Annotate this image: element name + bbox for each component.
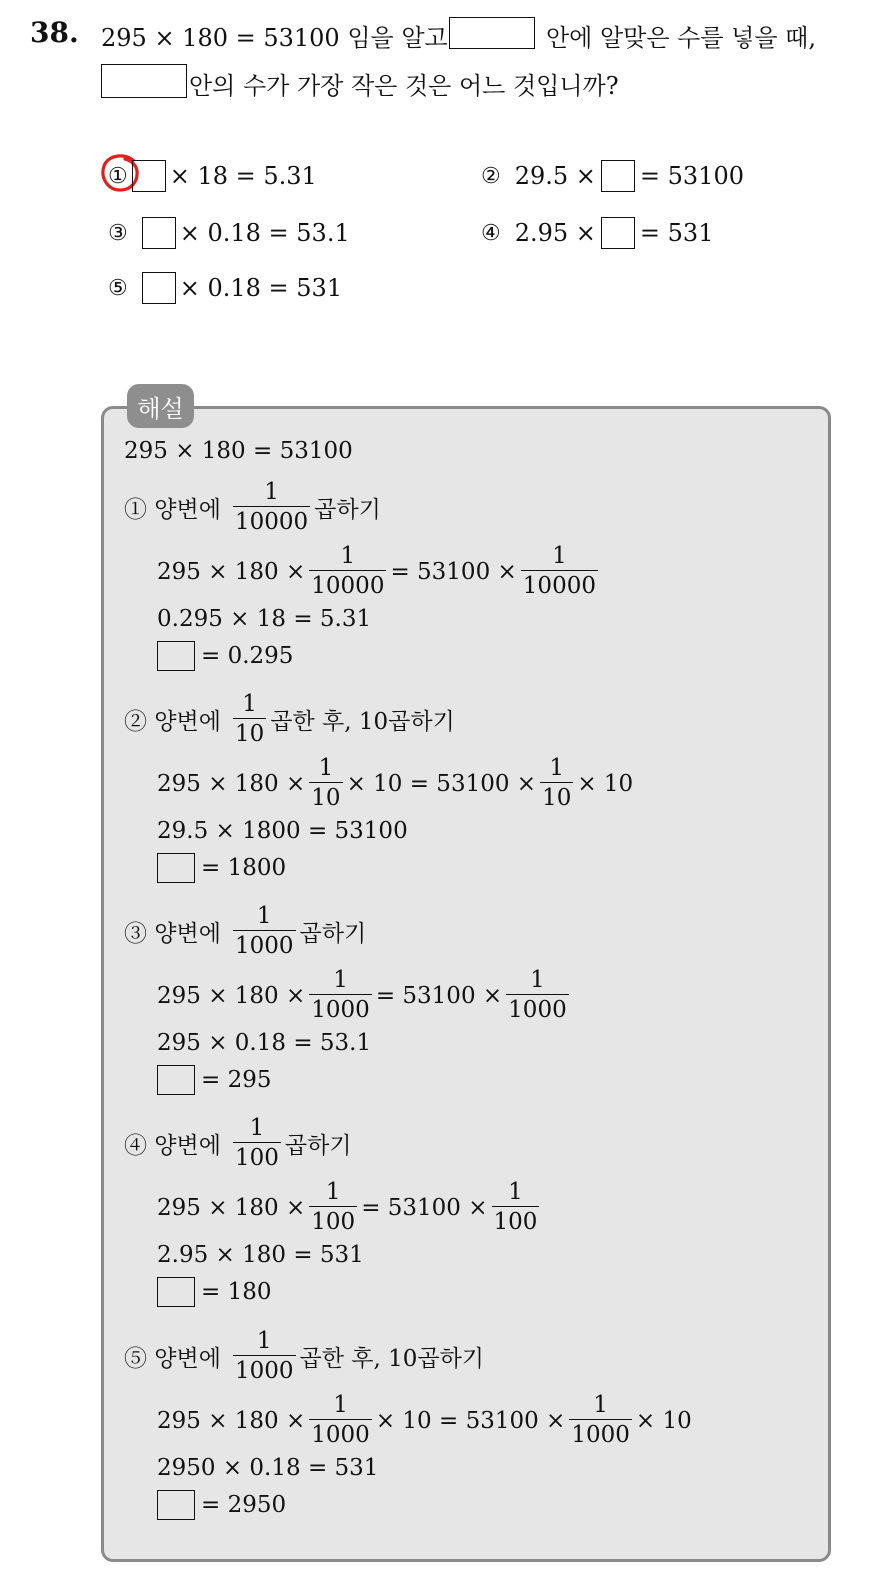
equation-fraction-right-numerator: 1 (549, 755, 565, 781)
step-3-result (157, 1030, 371, 1056)
equation-fraction-left-denominator: 10 (309, 782, 342, 813)
step-heading-prefix: ⑤ 양변에 (124, 1346, 221, 1372)
equation-fraction-right-denominator: 10000 (521, 570, 598, 601)
result-equation: 2950 × 0.18 = 531 (157, 1455, 379, 1481)
step-1-answer (157, 641, 293, 671)
equation-left: 295 × 180 × (157, 558, 306, 585)
step-5-answer (157, 1490, 286, 1520)
choice-5-number: ⑤ (108, 275, 128, 301)
step-heading-fraction-numerator: 1 (256, 903, 272, 929)
equation-fraction-left-denominator: 10000 (309, 570, 386, 601)
answer-blank-box-2 (101, 64, 187, 98)
step-heading-fraction-denominator: 1000 (233, 1355, 296, 1386)
answer-box (157, 1490, 195, 1520)
equation-fraction-right-numerator: 1 (593, 1392, 608, 1418)
equation-fraction-left (309, 966, 372, 1025)
choice-4-before: 2.95 × (514, 219, 596, 247)
choice-1[interactable] (108, 160, 317, 192)
equation-fraction-left-numerator: 1 (333, 1392, 348, 1418)
step-heading-fraction (233, 1114, 281, 1173)
equation-left: 295 × 180 × (157, 770, 306, 797)
equation-fraction-right-denominator: 1000 (506, 994, 569, 1025)
choice-2-before: 29.5 × (514, 162, 596, 190)
step-1-result (157, 606, 371, 632)
choice-3-expression: × 0.18 = 53.1 (179, 219, 350, 247)
step-heading-fraction-denominator: 10000 (233, 506, 310, 537)
equation-middle: = 53100 × (390, 558, 517, 585)
step-heading-fraction-numerator: 1 (242, 691, 257, 717)
equation-right: × 10 (635, 1407, 692, 1434)
step-heading-suffix: 곱한 후, 10곱하기 (270, 709, 455, 735)
step-2-heading (124, 690, 455, 749)
choice-4-number: ④ (481, 220, 501, 246)
step-4-answer (157, 1277, 271, 1307)
answer-value: = 0.295 (201, 643, 294, 669)
equation-fraction-right (521, 542, 598, 601)
step-heading-suffix: 곱하기 (299, 921, 367, 947)
solution-tag: 해설 (127, 384, 194, 428)
choice-5-blank (142, 272, 176, 304)
equation-fraction-right (540, 754, 573, 813)
step-3-heading (124, 902, 366, 961)
equation-fraction-right-denominator: 1000 (569, 1419, 632, 1450)
choice-2-number: ② (481, 163, 501, 189)
equation-fraction-right-numerator: 1 (508, 1179, 523, 1205)
equation-left: 295 × 180 × (157, 982, 306, 1009)
result-equation: 0.295 × 18 = 5.31 (157, 606, 372, 632)
equation-fraction-left (309, 1178, 357, 1237)
equation-fraction-left-denominator: 1000 (309, 994, 372, 1025)
equation-fraction-left (309, 542, 386, 601)
answer-box (157, 853, 195, 883)
question-line2: 안의 수가 가장 작은 것은 어느 것입니까? (189, 72, 619, 100)
equation-fraction-right-numerator: 1 (530, 967, 545, 993)
equation-fraction-right (492, 1178, 540, 1237)
choice-4[interactable] (481, 217, 713, 249)
step-heading-fraction-numerator: 1 (264, 479, 279, 505)
step-heading-suffix: 곱하기 (284, 1133, 352, 1159)
equation-fraction-left-numerator: 1 (333, 967, 348, 993)
choice-1-number: ① (108, 163, 128, 189)
step-2-answer (157, 853, 286, 883)
step-heading-prefix: ③ 양변에 (124, 921, 221, 947)
step-4-equation (157, 1178, 543, 1237)
answer-value: = 1800 (201, 855, 287, 881)
equation-fraction-left-numerator: 1 (318, 755, 334, 781)
equation-middle: × 10 = 53100 × (375, 1407, 566, 1434)
equation-right: × 10 (577, 770, 634, 797)
equation-fraction-left (309, 1391, 372, 1450)
step-2-equation (157, 754, 633, 813)
equation-middle: × 10 = 53100 × (346, 770, 537, 797)
equation-fraction-right-denominator: 100 (492, 1206, 540, 1237)
choice-1-expression: × 18 = 5.31 (169, 162, 317, 190)
choice-3[interactable] (108, 217, 350, 249)
step-3-equation (157, 966, 573, 1025)
step-heading-fraction-denominator: 1000 (233, 930, 296, 961)
equation-fraction-left-denominator: 100 (309, 1206, 357, 1237)
answer-blank-box (449, 17, 535, 49)
step-heading-fraction (233, 902, 296, 961)
equation-left: 295 × 180 × (157, 1194, 306, 1221)
step-4-heading (124, 1114, 352, 1173)
step-heading-suffix: 곱하기 (314, 497, 381, 523)
result-equation: 295 × 0.18 = 53.1 (157, 1030, 372, 1056)
step-4-result (157, 1242, 364, 1268)
equation-fraction-left-numerator: 1 (340, 543, 356, 569)
equation-middle: = 53100 × (361, 1194, 488, 1221)
step-heading-fraction (233, 478, 310, 537)
step-heading-suffix: 곱한 후, 10곱하기 (299, 1346, 485, 1372)
solution-intro: 295 × 180 = 53100 (124, 438, 353, 464)
choice-3-number: ③ (108, 220, 128, 246)
result-equation: 2.95 × 180 = 531 (157, 1242, 364, 1268)
step-heading-fraction-numerator: 1 (249, 1115, 265, 1141)
answer-box (157, 1065, 195, 1095)
equation-fraction-left-numerator: 1 (325, 1179, 341, 1205)
equation-fraction-left (309, 754, 342, 813)
step-5-heading (124, 1327, 484, 1386)
equation-fraction-right-denominator: 10 (540, 782, 573, 813)
answer-value: = 180 (201, 1279, 272, 1305)
answer-box (157, 1277, 195, 1307)
step-heading-fraction-numerator: 1 (256, 1328, 272, 1354)
question-line1-b: 안에 알맞은 수를 넣을 때, (546, 24, 816, 52)
choice-2-after: = 53100 (639, 162, 745, 190)
choice-2-blank (601, 160, 635, 192)
step-3-answer (157, 1065, 271, 1095)
step-1-heading (124, 478, 381, 537)
step-heading-prefix: ① 양변에 (124, 497, 221, 523)
equation-left: 295 × 180 × (157, 1407, 306, 1434)
step-2-result (157, 818, 408, 844)
equation-fraction-right (506, 966, 569, 1025)
choice-5[interactable] (108, 272, 342, 304)
step-heading-fraction (233, 1327, 296, 1386)
step-5-equation (157, 1391, 692, 1450)
choice-5-expression: × 0.18 = 531 (179, 274, 343, 302)
equation-middle: = 53100 × (375, 982, 503, 1009)
choice-3-blank (142, 217, 176, 249)
choice-1-blank (132, 160, 166, 192)
step-heading-prefix: ② 양변에 (124, 709, 221, 735)
choice-4-blank (601, 217, 635, 249)
question-line1-a: 295 × 180 = 53100 임을 알고 (101, 24, 448, 52)
step-1-equation (157, 542, 602, 601)
answer-value: = 2950 (201, 1492, 287, 1518)
equation-fraction-right-numerator: 1 (552, 543, 567, 569)
step-heading-fraction-denominator: 100 (233, 1142, 281, 1173)
choice-2[interactable] (481, 160, 744, 192)
answer-box (157, 641, 195, 671)
question-number: 38. (30, 16, 79, 49)
step-heading-prefix: ④ 양변에 (124, 1133, 221, 1159)
equation-fraction-right (569, 1391, 632, 1450)
step-5-result (157, 1455, 378, 1481)
equation-fraction-left-denominator: 1000 (309, 1419, 372, 1450)
answer-value: = 295 (201, 1067, 272, 1093)
step-heading-fraction (233, 690, 266, 749)
result-equation: 29.5 × 1800 = 53100 (157, 818, 408, 844)
choice-4-after: = 531 (639, 219, 714, 247)
step-heading-fraction-denominator: 10 (233, 718, 266, 749)
